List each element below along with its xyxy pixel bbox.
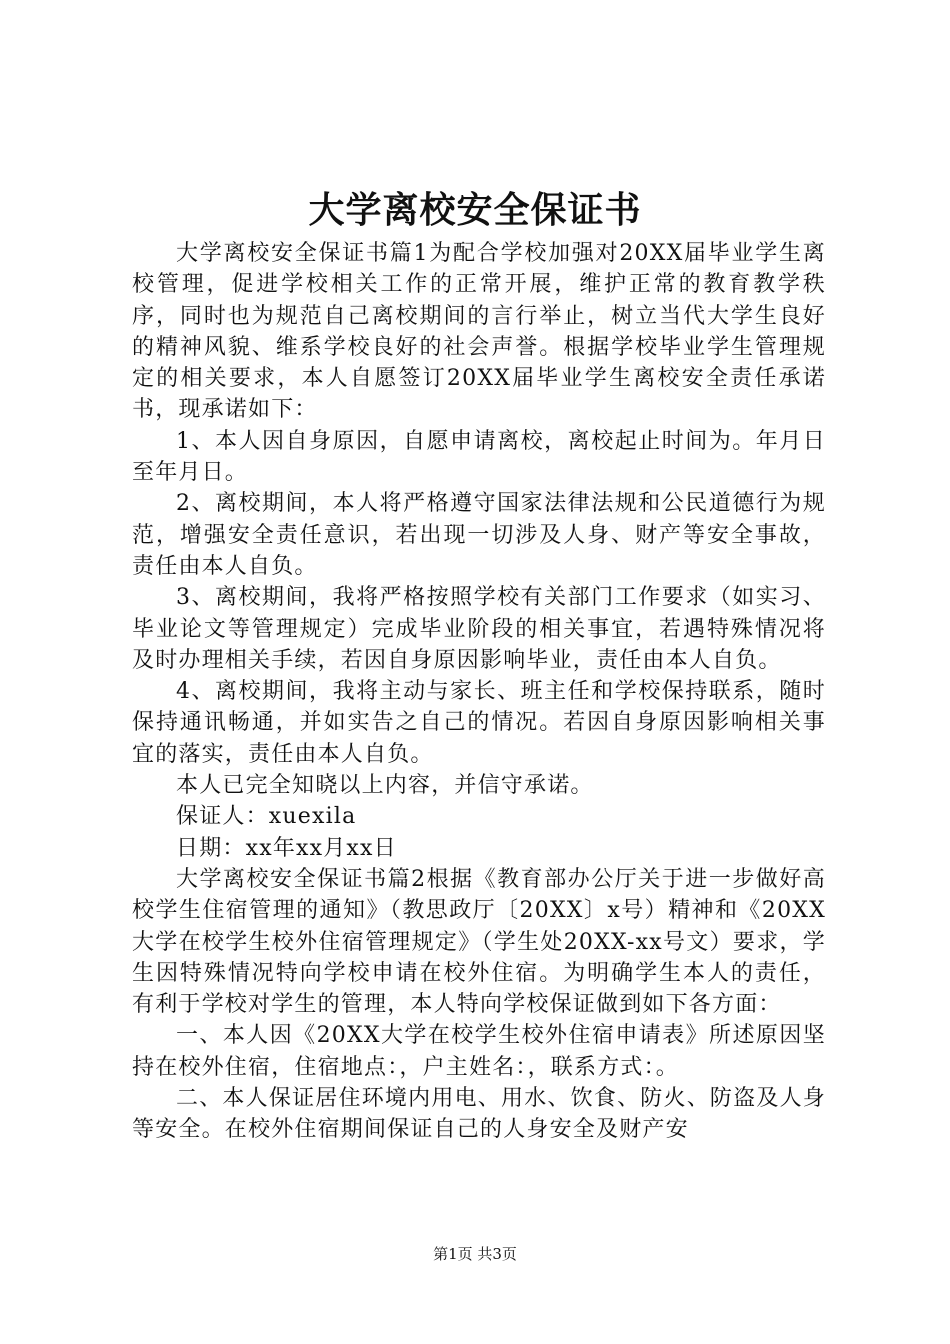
paragraph-part-2-item-1: 一、本人因《20XX大学在校学生校外住宿申请表》所述原因坚持在校外住宿，住宿地点：，户主姓名：，联系方式：。 xyxy=(132,1023,826,1080)
document-title: 大学离校安全保证书 xyxy=(308,189,642,231)
paragraph-item-3: 3、离校期间，我将严格按照学校有关部门工作要求（如实习、毕业论文等管理规定）完成毕业阶段的相关事宜，若遇特殊情况将及时办理相关手续，若因自身原因影响毕业，责任由本人自负。 xyxy=(132,585,826,673)
paragraph-item-4: 4、离校期间，我将主动与家长、班主任和学校保持联系，随时保持通讯畅通，并如实告之自己的情况。若因自身原因影响相关事宜的落实，责任由本人自负。 xyxy=(132,679,826,767)
paragraph-item-1: 1、本人因自身原因，自愿申请离校，离校起止时间为。年月日至年月日。 xyxy=(132,428,826,486)
paragraph-part-2-item-2: 二、本人保证居住环境内用电、用水、饮食、防火、防盗及人身等安全。在校外住宿期间保证自己的人身安全及财产安 xyxy=(132,1086,826,1143)
paragraph-item-2: 2、离校期间，本人将严格遵守国家法律法规和公民道德行为规范，增强安全责任意识，若出现一切涉及人身、财产等安全事故，责任由本人自负。 xyxy=(132,491,826,579)
paragraph-acknowledgement: 本人已完全知晓以上内容，并信守承诺。 xyxy=(176,773,594,799)
document-body xyxy=(132,238,826,1146)
page-footer: 第1页 共3页 xyxy=(433,1245,517,1263)
paragraph-guarantor: 保证人：xuexila xyxy=(176,804,357,830)
paragraph-part-2-intro: 大学离校安全保证书篇2根据《教育部办公厅关于进一步做好高校学生住宿管理的通知》（教思政厅〔20XX〕x号）精神和《20XX大学在校学生校外住宿管理规定》（学生处20XX-xx号文）要求，学生因特殊情况特向学校申请在校外住宿。为明确学生本人的责任，有利于学校对学生的管理，本人特向学校保证做到如下各方面： xyxy=(132,866,826,1018)
paragraph-intro: 大学离校安全保证书篇1为配合学校加强对20XX届毕业学生离校管理，促进学校相关工作的正常开展，维护正常的教育教学秩序，同时也为规范自己离校期间的言行举止，树立当代大学生良好的精神风貌、维系学校良好的社会声誉。根据学校毕业学生管理规定的相关要求，本人自愿签订20XX届毕业学生离校安全责任承诺书，现承诺如下： xyxy=(132,241,826,423)
paragraph-date: 日期：xx年xx月xx日 xyxy=(176,835,397,861)
